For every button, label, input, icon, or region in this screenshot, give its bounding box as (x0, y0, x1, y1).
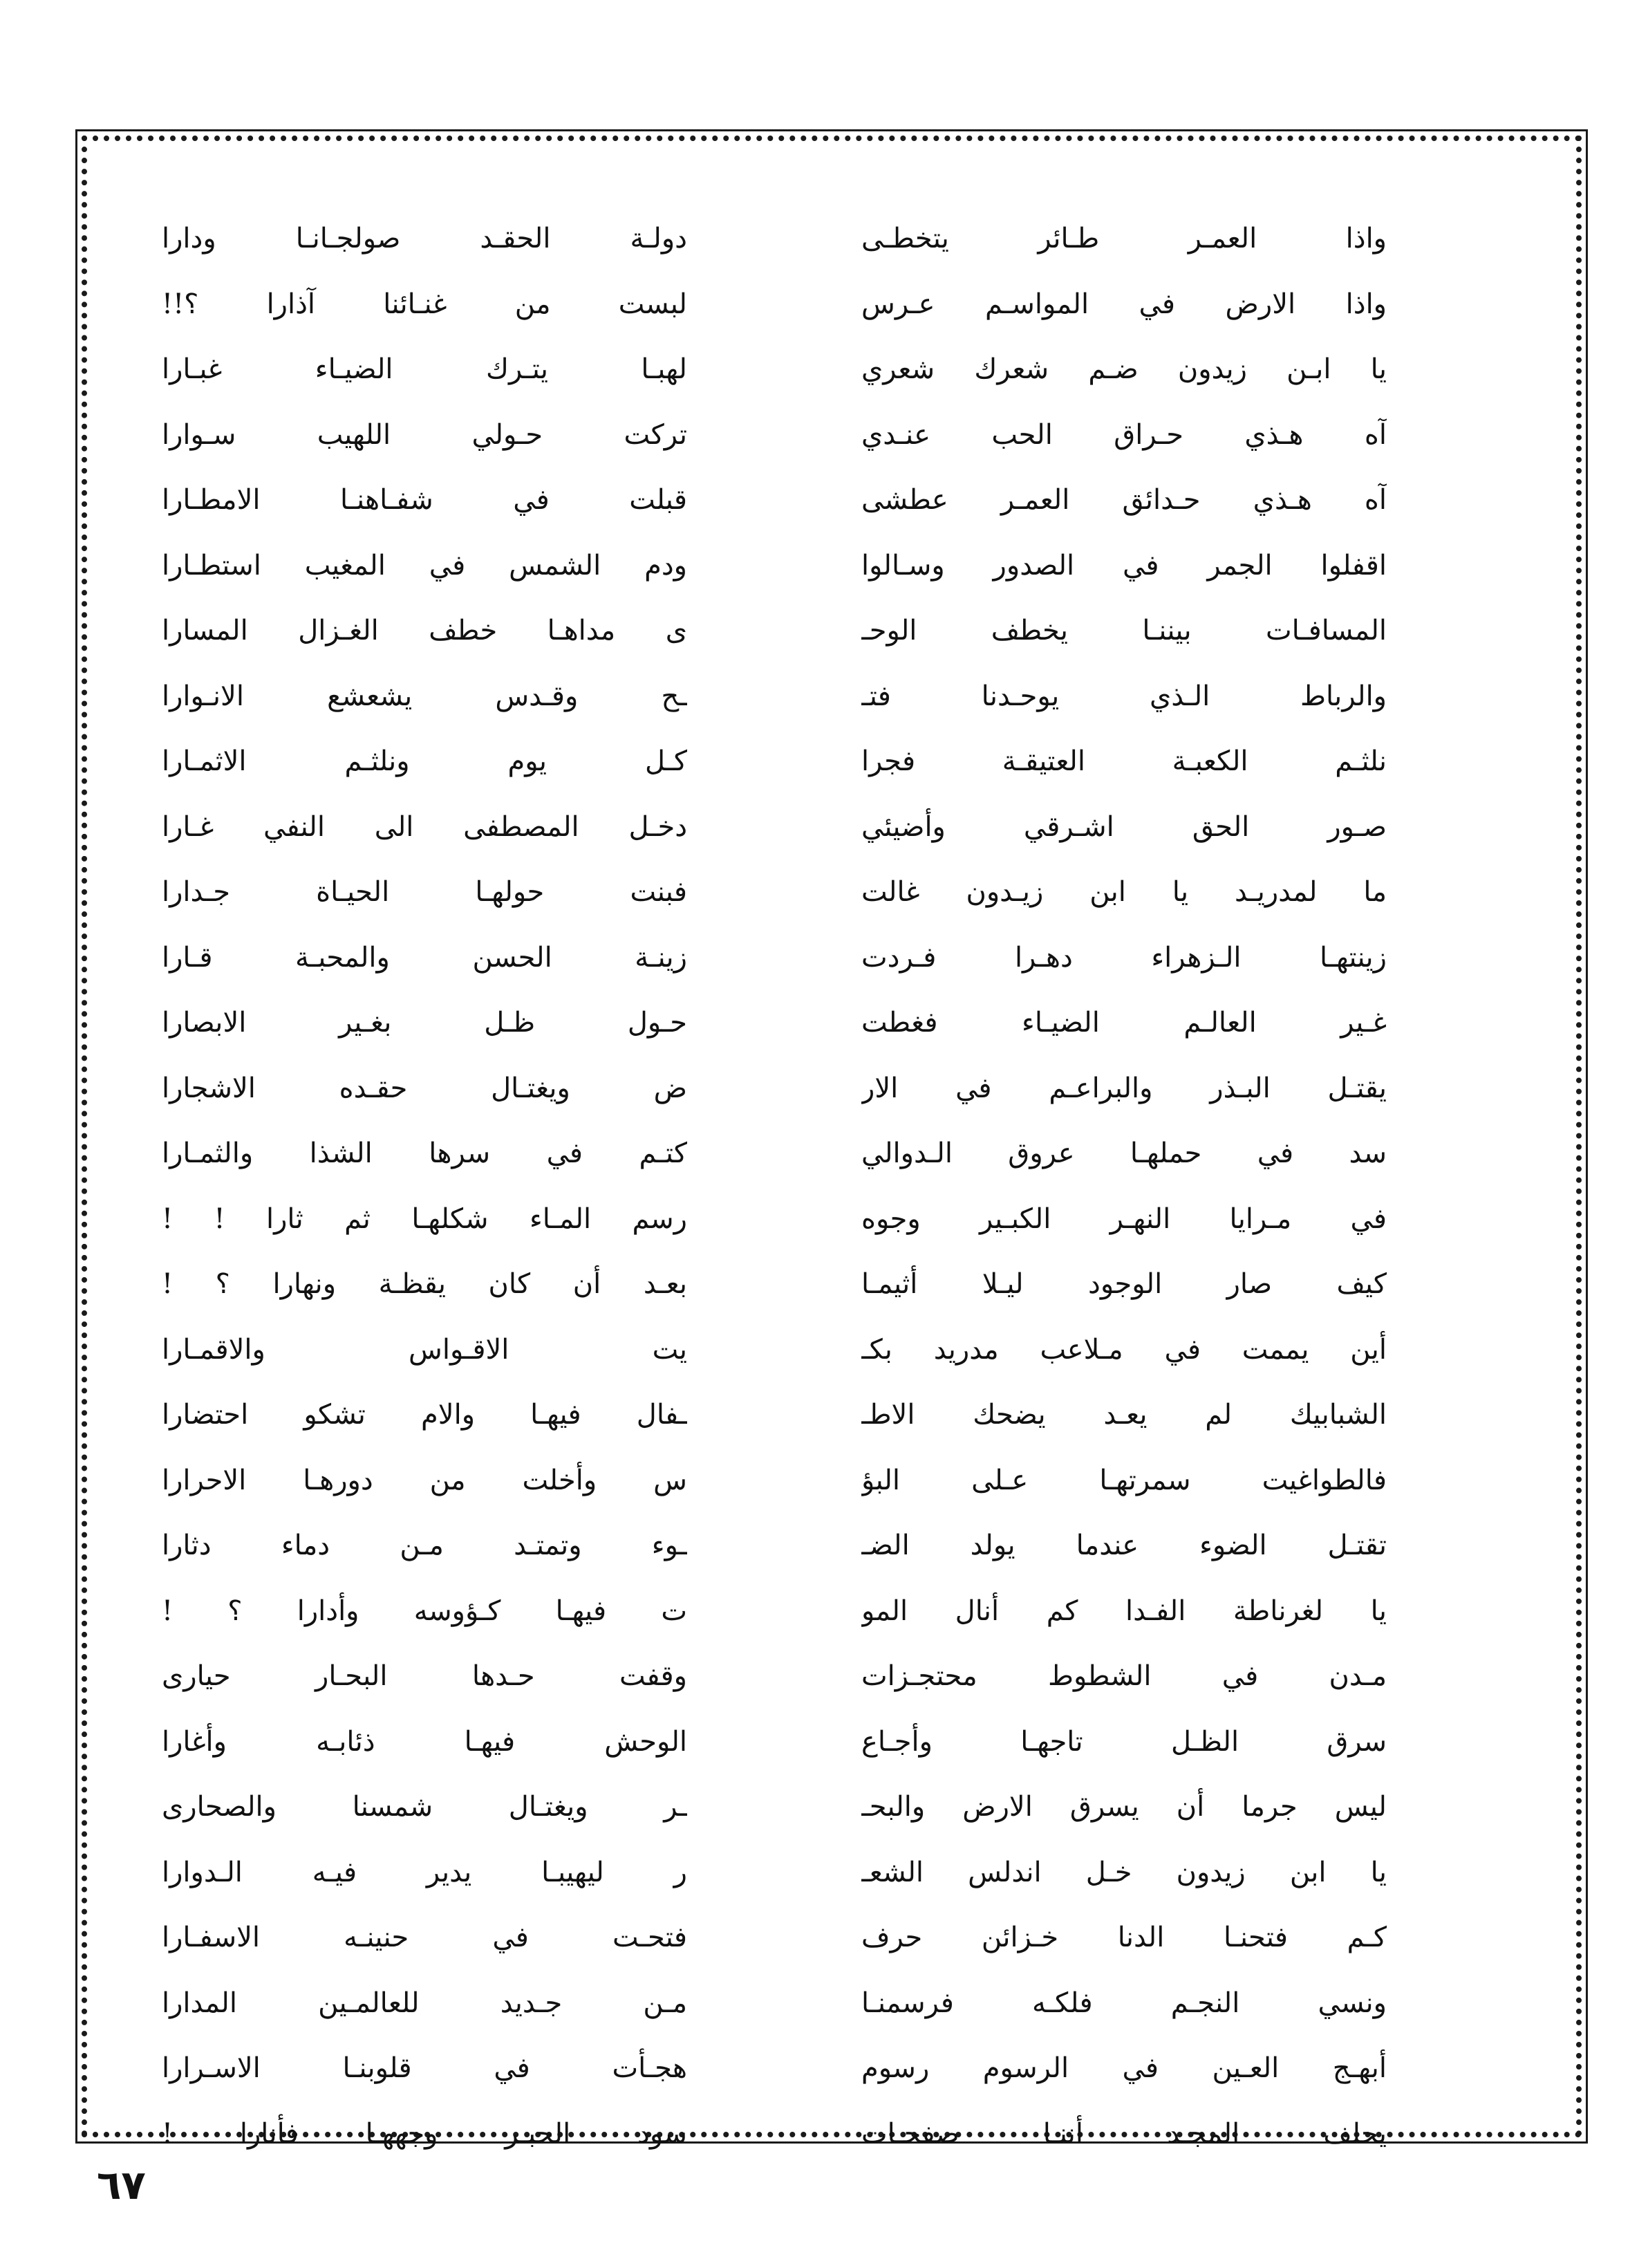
verse-line: ى مداهـا خطف الغـزال المسارا (162, 615, 687, 647)
verse-line: يا ابن زيدون خـل اندلس الشعـ (861, 1856, 1387, 1888)
verse-line: ـر ويغتـال شمسنا والصحارى (162, 1791, 687, 1823)
verse-line: واذا العمـر طـائر يتخطـى (861, 223, 1387, 254)
verse-line: المسافـات بيننـا يخطف الوحـ (861, 615, 1387, 647)
verse-line: لهبـا يتـرك الضيـاء غبـارا (162, 353, 687, 385)
verse-line: ونسي النجـم فلكـه فرسمنـا (861, 1987, 1387, 2019)
verse-line: آه هـذي حـراق الحب عنـدي (861, 418, 1387, 451)
verse-line: ـح وقـدس يشعشع الانـوارا (162, 680, 687, 712)
verse-line: كـل يوم ونلثـم الاثمـارا (162, 745, 687, 777)
verse-line: فبنت حولهـا الحيـاة جـدارا (162, 876, 687, 908)
verse-line: يا لغرناطة الفـدا كم أنال المو (861, 1595, 1387, 1627)
verse-line: هجـأت في قلوبنـا الاسـرارا (162, 2052, 687, 2084)
verse-line: وقفت حـدها البحـار حيارى (162, 1660, 687, 1692)
verse-line: دخـل المصطفى الى النفي غـارا (162, 810, 687, 843)
verse-line: يا ابـن زيدون ضـم شعرك شعري (861, 353, 1387, 385)
verse-line: ض ويغتـال حقـده الاشجارا (162, 1072, 687, 1104)
verse-line: سد في حملهـا عروق الـدوالي (861, 1137, 1387, 1169)
verse-line: كـم فتحنـا الدنا خـزائن حرف (861, 1922, 1387, 1953)
verse-line: اقفلوا الجمر في الصدور وسـالوا (861, 549, 1387, 582)
verse-line: الشبابيك لم يعـد يضحك الاطـ (861, 1399, 1387, 1431)
verse-line: يحلف المجـد أننـا صفحـات (861, 2117, 1387, 2150)
verse-line: دولـة الحقـد صولجـانـا ودارا (162, 223, 687, 254)
poem-right-column (861, 206, 1387, 2166)
verse-line: حـول ظـل بغـير الابصارا (162, 1007, 687, 1039)
verse-line: فتحـت في حنينـه الاسفـارا (162, 1922, 687, 1953)
verse-line: ليس جرما أن يسرق الارض والبحـ (861, 1791, 1387, 1823)
page-number: ٦٧ (97, 2162, 146, 2209)
verse-line: مـدن في الشطوط محتجـزات (861, 1660, 1387, 1692)
verse-line: الوحش فيهـا ذئابـه وأغارا (162, 1725, 687, 1758)
verse-line: أبهـج العـين في الرسوم رسوم (861, 2052, 1387, 2084)
verse-line: تقتـل الضوء عندما يولد الضـ (861, 1530, 1387, 1561)
verse-line: ما لمدريـد يا ابن زيـدون غالت (861, 876, 1387, 908)
verse-line: ت فيهـا كـؤوسه وأدارا ؟ ! (162, 1595, 687, 1627)
verse-line: واذا الارض في المواسـم عـرس (861, 288, 1387, 320)
verse-line: يت الاقـواس والاقمـارا (162, 1333, 687, 1366)
verse-line: غـير العالـم الضيـاء فغطت (861, 1007, 1387, 1039)
verse-line: زينـة الحسن والمحبـة قـارا (162, 941, 687, 974)
verse-line: ـفال فيهـا والام تشكو احتضارا (162, 1399, 687, 1431)
verse-line: كتـم في سرها الشذا والثمـارا (162, 1137, 687, 1169)
verse-line: لبست من غنـائنا آذارا ؟!! (162, 288, 687, 320)
verse-line: قبلت في شفـاهنـا الامطـارا (162, 484, 687, 516)
verse-line: تركت حـولي اللهيب سـوارا (162, 418, 687, 451)
verse-line: زينتهـا الـزهراء دهـرا فـردت (861, 941, 1387, 974)
verse-line: رسم المـاء شكلهـا ثم ثارا ! ! (162, 1202, 687, 1235)
verse-line: ـوء وتمتـد مـن دماء دثارا (162, 1530, 687, 1561)
verse-line: مـن جـديد للعالمـين المدارا (162, 1987, 687, 2019)
verse-line: نلثـم الكعبـة العتيقـة فجرا (861, 745, 1387, 777)
verse-line: سرق الظـل تاجهـا وأجـاع (861, 1725, 1387, 1758)
verse-line: والرباط الـذي يوحـدنا فتـ (861, 680, 1387, 712)
poem-left-column (162, 206, 687, 2166)
verse-line: كيف صار الوجود ليـلا أثيمـا (861, 1268, 1387, 1300)
verse-line: يقتـل البـذر والبراعـم في الار (861, 1072, 1387, 1104)
verse-line: سود الحبـر وجههـا فأنارا ! (162, 2117, 687, 2150)
verse-line: ودم الشمس في المغيب استطـارا (162, 549, 687, 582)
verse-line: ر ليهيبـا يدير فيـه الـدوارا (162, 1856, 687, 1888)
verse-line: أين يممت في مـلاعب مدريد بكـ (861, 1333, 1387, 1366)
verse-line: س وأخلت من دورهـا الاحرارا (162, 1464, 687, 1496)
verse-line: بعـد أن كان يقظـة ونهارا ؟ ! (162, 1268, 687, 1300)
verse-line: آه هـذي حـدائق العمـر عطشى (861, 484, 1387, 516)
verse-line: فالطواغيت سمرتهـا عـلى البؤ (861, 1464, 1387, 1496)
verse-line: في مـرايا النهـر الكبـير وجوه (861, 1202, 1387, 1235)
verse-line: صـور الحق اشـرقي وأضيئي (861, 810, 1387, 843)
